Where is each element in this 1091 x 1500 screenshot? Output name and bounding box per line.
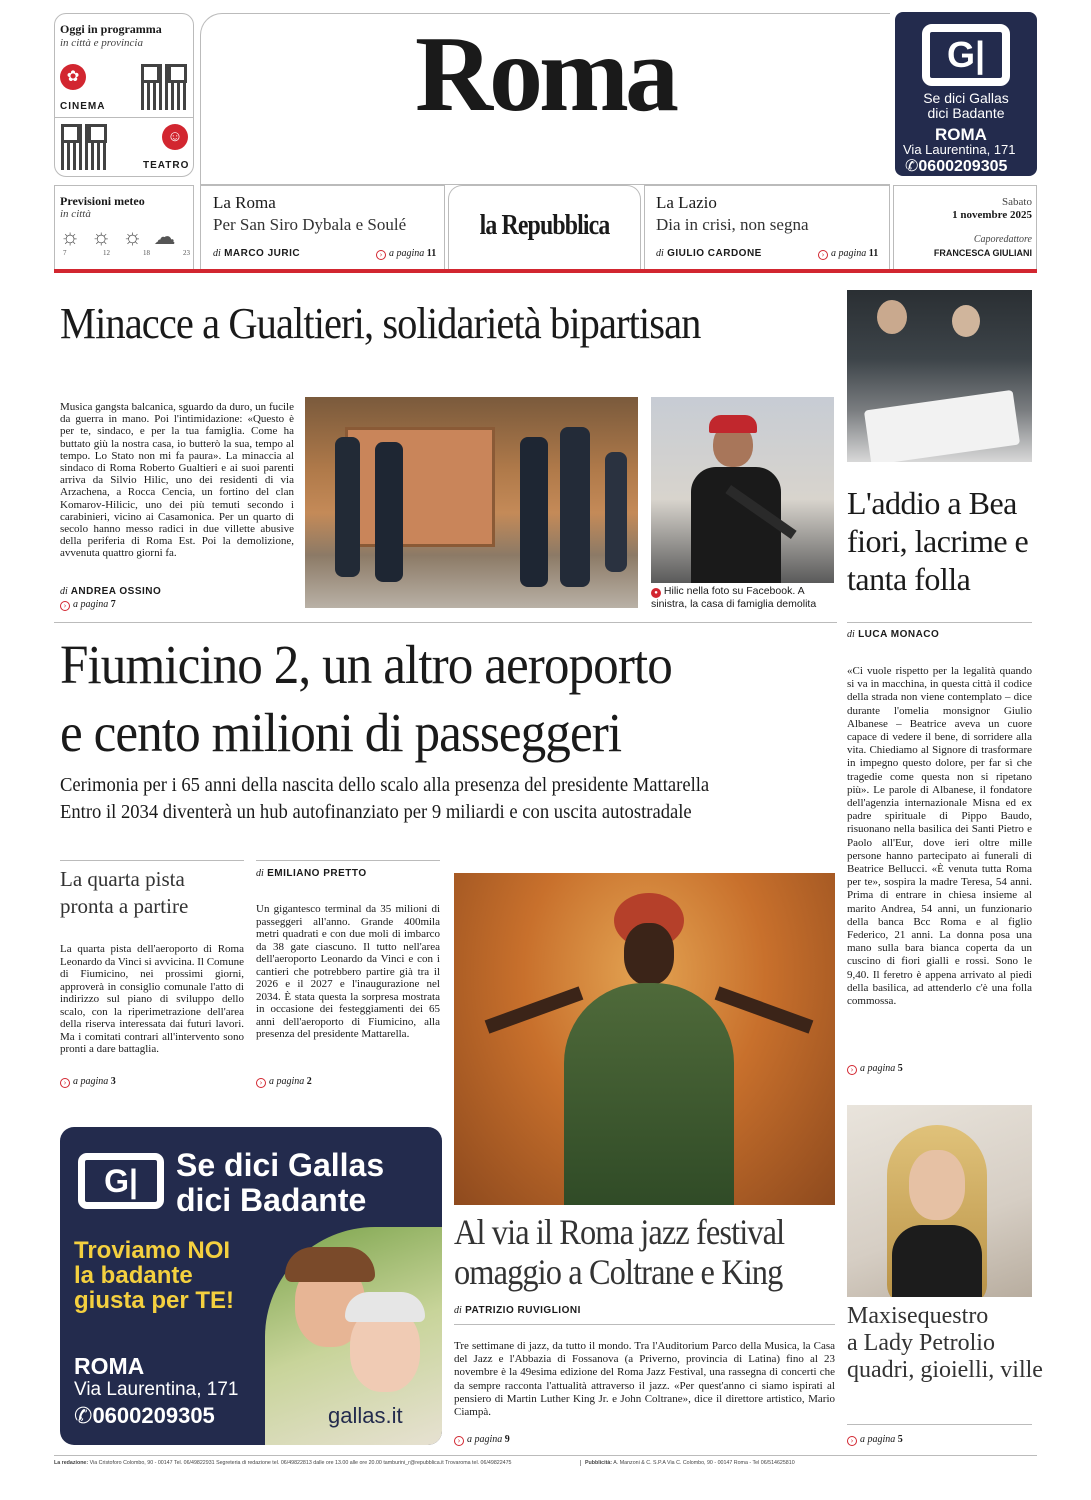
jazz-page[interactable]	[454, 1434, 510, 1446]
ad-city: ROMA	[74, 1353, 145, 1379]
phone-icon: ✆	[74, 1403, 93, 1428]
repubblica-logo[interactable]: la Repubblica	[479, 210, 610, 241]
teaser-right-page[interactable]	[818, 248, 878, 260]
arrow-icon: ›	[60, 1078, 70, 1088]
author: GIULIO CARDONE	[667, 248, 762, 259]
arrow-icon: ›	[847, 1436, 857, 1446]
ad-phone-number: 0600209305	[92, 1403, 215, 1428]
camera-icon: ●	[651, 588, 661, 598]
top-ad[interactable]	[895, 12, 1037, 176]
page-label: a pagina	[860, 1063, 896, 1074]
teaser-left-page[interactable]	[376, 248, 436, 260]
bea-text: «Ci vuole rispetto per la legalità quando si va in macchina, in questa città il codice della strada non viene contemplato – dice durante l'omelia monsignor Giulio Albanese – Beatrice aveva un cuore capace di vedere il bene, di sorridere alla vita. Chiediamo al Signore di trasformare in impegno questo dolore, per far sì che tragedie come questa non si ripetano più». Le parole di Albanese, il fondatore dell'agenzia internazionale Misna ed ex padre spirituale di Pippo Baudo, risuonano nella basilica dei Santi Pietro e Paolo all'Eur, dove ieri oltre mille persone hanno partecipato ai funerali di Beatrice Bellucci. «È venuta tutta Roma per te», sospira la madre Teresa, 54 anni. Prima di entrare in chiesa insieme al marito Andrea, 54 anni, un funzionario della banca Bcc Roma e al figlio Federico, 21 anni. La donna posa una mano sulla bara bianca coperta da un cuscino di fiori gialli e rossi. Sono le 9,40. Il feretro è appena arrivato al piedi della basilica, ad attenderlo c'è una folla commossa.	[847, 665, 1032, 1008]
arrow-icon: ›	[376, 250, 386, 260]
footer-redazione-text: Via Cristoforo Colombo, 90 - 00147 Tel. 06/49822931 Segreteria di redazione tel. 06/49822813 dalle ore 13.00 alle ore 20.00 tamburini_r@repubblica.it Trovaroma tel. 06/49822475	[89, 1460, 512, 1466]
ad-phone	[74, 1403, 215, 1429]
petrolio-page[interactable]	[847, 1434, 903, 1446]
top-ad-line1: Se dici Gallas	[923, 90, 1009, 106]
petrolio-headline-2[interactable]: a Lady Petrolio	[847, 1330, 995, 1356]
photo-caption	[651, 585, 836, 611]
meteo-title: Previsioni meteo	[60, 194, 145, 208]
page-label: a pagina	[269, 1076, 305, 1087]
hour: 7	[63, 249, 67, 257]
gallas-logo: G|	[922, 24, 1010, 86]
lead-text: Musica gangsta balcanica, sguardo da duro, un fucile da guerra in mano. Poi l'intimidazione: «Questo è per te, sindaco, e per la tua famiglia. Come ha buttato giù la nostra casa, io butterò la sua, tempo al tempo. Lo Stato non mi fa paura». La minaccia al sindaco di Roma Roberto Gualtieri e ai suoi parenti arriva da Silvio Hilic, uno dei residenti di via Arzachena, a Rocca Cencia, un fortino del clan Komarov-Hilicic, uno dei più temuti secondo i carabinieri, vicino ai Casamonica. Per un quarto di secolo hanno messo radici in due villette abusive della periferia di Roma Est. Poi la demolizione, avvenuta quattro giorni fa.	[60, 401, 294, 560]
page-number: 2	[306, 1076, 312, 1087]
hour: 18	[143, 249, 150, 257]
lead-page[interactable]	[60, 599, 116, 611]
cinema-label[interactable]: CINEMA	[60, 101, 106, 112]
jazz-text: Tre settimane di jazz, da tutto il mondo. Tra l'Auditorium Parco della Musica, la Casa del Jazz e l'Abbazia di Fossanova (a Priverno, provincia di Latina) fino al 23 novembre è la 49esima edizione del Roma Jazz Festival, una rassegna di concerti che da sempre racconta l'attualità attraverso il jazz. «Per quest'anno ci siamo ispirati al pensiero di Martin Luther King Jr. e John Coltrane», dice il direttore artistico, Mario Ciampà.	[454, 1340, 835, 1419]
hilic-photo	[651, 397, 834, 583]
footer-redazione	[54, 1460, 574, 1466]
teatro-qr-code[interactable]	[61, 124, 107, 170]
petrolio-headline-1[interactable]: Maxisequestro	[847, 1303, 989, 1329]
page-label: a pagina	[860, 1434, 896, 1445]
teaser-left-kicker[interactable]: La Roma	[213, 193, 276, 212]
fiumicino-headline-2[interactable]: e cento milioni di passeggeri	[60, 702, 622, 763]
lady-petrolio-photo	[847, 1105, 1032, 1297]
cinema-qr-code[interactable]	[141, 64, 187, 110]
jazz-byline	[454, 1305, 581, 1316]
petrolio-headline-3[interactable]: quadri, gioielli, ville	[847, 1357, 1043, 1383]
cinema-icon[interactable]: ✿	[60, 64, 86, 90]
top-ad-address: Via Laurentina, 171	[903, 142, 1016, 157]
page-label: a pagina	[389, 248, 425, 259]
ad-slogan-2: la badante	[74, 1262, 193, 1289]
teatro-label[interactable]: TEATRO	[143, 160, 190, 171]
phone-icon: ✆	[905, 158, 919, 175]
page-number: 11	[426, 248, 437, 259]
by: di	[256, 868, 264, 879]
section-divider	[54, 622, 837, 623]
by: di	[60, 586, 68, 597]
lead-byline	[60, 586, 161, 597]
ad-line2: dici Badante	[176, 1182, 367, 1218]
teaser-left-byline	[213, 248, 300, 259]
page-number: 3	[110, 1076, 116, 1087]
jazz-headline-2[interactable]: omaggio a Coltrane e King	[454, 1252, 783, 1292]
fiumicino-page[interactable]	[256, 1076, 312, 1088]
top-ad-phone-number: 0600209305	[918, 158, 1008, 175]
arrow-icon: ›	[256, 1078, 266, 1088]
bea-page[interactable]	[847, 1063, 903, 1075]
lead-headline[interactable]: Minacce a Gualtieri, solidarietà bipartisan	[60, 299, 701, 348]
pista-page[interactable]	[60, 1076, 116, 1088]
arrow-icon: ›	[818, 250, 828, 260]
page-number: 7	[110, 599, 116, 610]
demolished-house-photo	[305, 397, 638, 608]
top-ad-line2: dici Badante	[927, 105, 1005, 121]
meteo-subtitle: in città	[60, 208, 91, 220]
jazz-singer-photo	[454, 873, 835, 1205]
author: PATRIZIO RUVIGLIONI	[465, 1305, 581, 1316]
sun-icon: ☼	[122, 224, 154, 249]
gallas-ad[interactable]	[60, 1127, 442, 1445]
meteo-icons	[60, 224, 190, 256]
ad-line1: Se dici Gallas	[176, 1147, 385, 1183]
bea-byline	[847, 629, 939, 640]
page-label: a pagina	[831, 248, 867, 259]
page-number: 5	[897, 1063, 903, 1074]
author: MARCO JURIC	[224, 248, 301, 259]
sun-icon: ☼	[91, 224, 123, 249]
ad-address: Via Laurentina, 171	[74, 1379, 239, 1400]
page-label: a pagina	[467, 1434, 503, 1445]
header-red-rule	[54, 269, 1037, 273]
jazz-headline-1[interactable]: Al via il Roma jazz festival	[454, 1212, 785, 1252]
author: LUCA MONACO	[858, 629, 940, 640]
funeral-photo	[847, 290, 1032, 462]
arrow-icon: ›	[847, 1065, 857, 1075]
arrow-icon: ›	[60, 601, 70, 611]
programma-subtitle: in città e provincia	[60, 37, 143, 49]
pista-title[interactable]: La quarta pista pronta a partire	[60, 867, 189, 918]
teaser-left-title[interactable]: Per San Siro Dybala e Soulé	[213, 215, 407, 234]
date-day: Sabato	[1002, 196, 1032, 208]
fiumicino-deck-1: Cerimonia per i 65 anni della nascita dello scalo alla presenza del presidente Mattarella	[60, 774, 710, 796]
gallas-logo: G|	[78, 1153, 164, 1209]
teatro-icon[interactable]: ☺	[162, 124, 188, 150]
hour: 23	[183, 249, 190, 257]
fiumicino-text: Un gigantesco terminal da 35 milioni di passeggeri all'anno. Grande 400mila metri quadrati e con due moli di imbarco da 38 gate ciascuno. Il tutto nell'area dell'aeroporto Leonardo da Vinci e con i cantieri che potrebbero partire già tra il 2026 e il 2027 e l'inaugurazione nel 2034. È stata questa la sorpresa mostrata in occasione dei festeggiamenti dei 65 anni dell'aeroporto di Fiumicino, alla presenza del presidente Mattarella.	[256, 903, 440, 1040]
pista-text: La quarta pista dell'aeroporto di Roma Leonardo da Vinci si avvicina. Il Comune di Fiumicino, nei prossimi giorni, approverà in consiglio comunale l'atto di indirizzo sul piano di sviluppo dello scalo, con la riperimetrazione dell'area della riserva interessata dai futuri lavori. Ma i comitati contrari all'intervento sono pronti a dare battaglia.	[60, 943, 244, 1055]
masthead: Roma	[415, 15, 675, 134]
footer-pubblicita-text: A. Manzoni & C. S.P.A Via C. Colombo, 90 - 00147 Roma - Tel 06/514625810	[613, 1460, 795, 1466]
page-label: a pagina	[73, 1076, 109, 1087]
footer-pubblicita	[580, 1460, 880, 1466]
by: di	[454, 1305, 462, 1316]
top-ad-phone	[905, 156, 1007, 176]
page-number: 11	[868, 248, 879, 259]
arrow-icon: ›	[454, 1436, 464, 1446]
ad-site[interactable]: gallas.it	[328, 1403, 403, 1428]
page-number: 9	[504, 1434, 510, 1445]
cloud-sun-icon: ☁	[153, 224, 187, 249]
footer-redazione-label: La redazione:	[54, 1460, 89, 1466]
ad-slogan-1: Troviamo NOI	[74, 1237, 231, 1264]
ad-slogan-3: giusta per TE!	[74, 1287, 235, 1314]
author: EMILIANO PRETTO	[267, 868, 367, 879]
role: Caporedattore	[973, 234, 1032, 245]
fiumicino-deck-2: Entro il 2034 diventerà un hub autofinanziato per 9 miliardi e con uscita autostradale	[60, 801, 692, 823]
teaser-right-title[interactable]: Dia in crisi, non segna	[656, 215, 809, 234]
fiumicino-byline	[256, 868, 367, 879]
teaser-right-byline	[656, 248, 762, 259]
by: di	[656, 248, 664, 259]
footer-pubblicita-label: Pubblicità:	[585, 1460, 613, 1466]
date: 1 novembre 2025	[952, 209, 1032, 221]
hour: 12	[103, 249, 110, 257]
by: di	[213, 248, 221, 259]
sun-icon: ☼	[60, 224, 92, 249]
teaser-right-kicker[interactable]: La Lazio	[656, 193, 717, 212]
by: di	[847, 629, 855, 640]
author: ANDREA OSSINO	[70, 586, 162, 597]
top-ad-city: ROMA	[935, 125, 987, 144]
caption-text: Hilic nella foto su Facebook. A sinistra, la casa di famiglia demolita	[651, 585, 817, 610]
editor-name: FRANCESCA GIULIANI	[933, 248, 1032, 258]
page-label: a pagina	[73, 599, 109, 610]
bea-headline[interactable]: L'addio a Bea fiori, lacrime e tanta folla	[847, 485, 1029, 597]
programma-title: Oggi in programma	[60, 22, 162, 36]
page-number: 5	[897, 1434, 903, 1445]
fiumicino-headline-1[interactable]: Fiumicino 2, un altro aeroporto	[60, 634, 672, 695]
